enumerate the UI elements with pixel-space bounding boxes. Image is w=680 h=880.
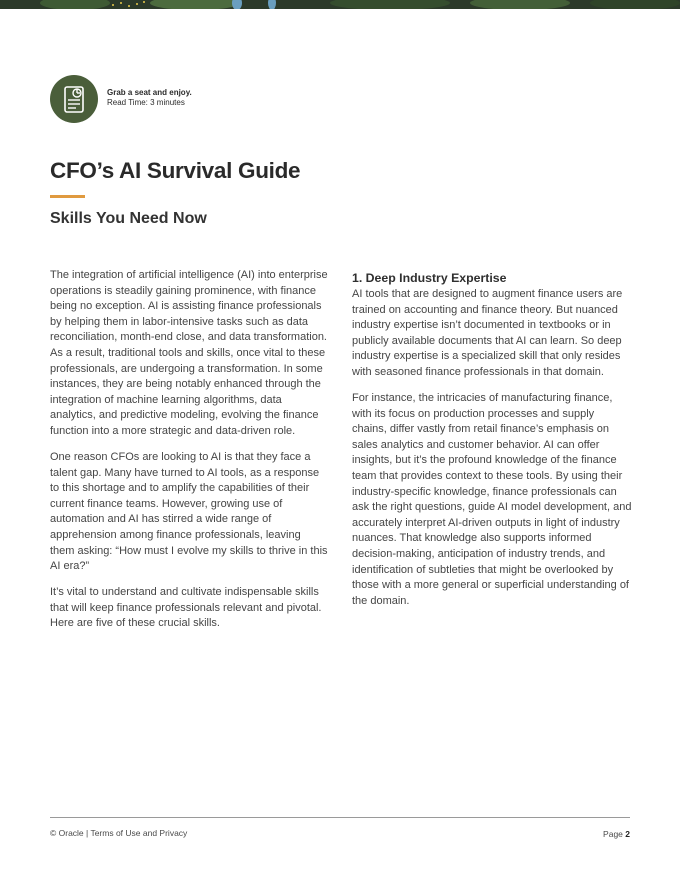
title-accent-rule — [50, 195, 85, 198]
left-column — [50, 268, 328, 643]
body-paragraph: The integration of artificial intelligence (AI) into enterprise operations is steadily gaining prominence, with finance being no exception. AI is assisting finance professionals by helping them in labor-intensive tasks such as data reconciliation, month-end close, and data transformation. As a result, traditional tools and skills, once vital to these professionals, are undergoing a transformation. In some instances, they are being notably enhanced through the integration of machine learning algorithms, data analytics, and predictive modeling, evolving the finance function into a more strategic and data-driven role. — [50, 269, 328, 437]
body-paragraph: One reason CFOs are looking to AI is that they face a talent gap. Many have turned to AI tools, as a response to this shortage and to amplify the capabilities of their current finance teams. However, growing use of automation and AI has stirred a wide range of apprehension among finance professionals, leaving them asking: “How must I evolve my skills to thrive in this AI era?” — [50, 451, 328, 573]
banner-dot — [136, 3, 138, 5]
page-label: Page — [603, 829, 626, 839]
document-chart-icon-svg — [50, 75, 98, 123]
footer-divider — [50, 817, 630, 818]
read-time: Read Time: 3 minutes — [107, 98, 185, 107]
copyright: © Oracle — [50, 828, 84, 838]
banner-leaf — [40, 0, 110, 9]
banner-dot — [120, 2, 122, 4]
document-chart-icon — [50, 75, 98, 123]
page-subtitle: Skills You Need Now — [50, 210, 207, 227]
footer-separator: | — [83, 828, 91, 838]
banner-leaf — [470, 0, 570, 9]
body-paragraph: For instance, the intricacies of manufacturing finance, with its focus on production processes and supply chains, differ vastly from retail finance’s emphasis on sales analytics and customer behavior. AI can offer insights, but it’s the profound knowledge of the finance team that provides context to these tools. By using their industry-specific knowledge, finance professionals can ask the right questions, guide AI model development, and accurately interpret AI-driven outputs in light of industry nuances. That knowledge also supports informed decision-making, anticipation of industry trends, and identification of subtleties that might be overlooked by those with a more general or superficial understanding of the domain. — [352, 392, 632, 607]
body-paragraph: It’s vital to understand and cultivate indispensable skills that will keep finance professionals relevant and pivotal. Here are five of these crucial skills. — [50, 586, 322, 630]
page-indicator — [603, 829, 630, 839]
footer-legal — [50, 828, 187, 838]
tagline-text: Grab a seat and enjoy. — [107, 88, 192, 97]
page-title: CFO’s AI Survival Guide — [50, 158, 301, 183]
section-heading: 1. Deep Industry Expertise — [352, 271, 507, 285]
banner-dot — [128, 5, 130, 7]
right-column — [352, 270, 632, 620]
decorative-banner — [0, 0, 680, 9]
banner-leaf — [232, 0, 242, 9]
banner-leaf — [150, 0, 240, 9]
banner-leaf — [590, 0, 680, 9]
body-paragraph: AI tools that are designed to augment finance users are trained on accounting and finance theory. But nuanced industry expertise isn’t documented in textbooks or in publicly available documents that AI can learn. So deep industry expertise is a specialized skill that only resides with seasoned finance professionals in that domain. — [352, 288, 623, 378]
banner-dot — [112, 4, 114, 6]
tagline — [107, 88, 192, 108]
page-number: 2 — [625, 829, 630, 839]
banner-dot — [143, 1, 145, 3]
terms-link[interactable]: Terms of Use and Privacy — [90, 828, 188, 838]
banner-leaf — [330, 0, 450, 9]
banner-leaf — [268, 0, 276, 9]
